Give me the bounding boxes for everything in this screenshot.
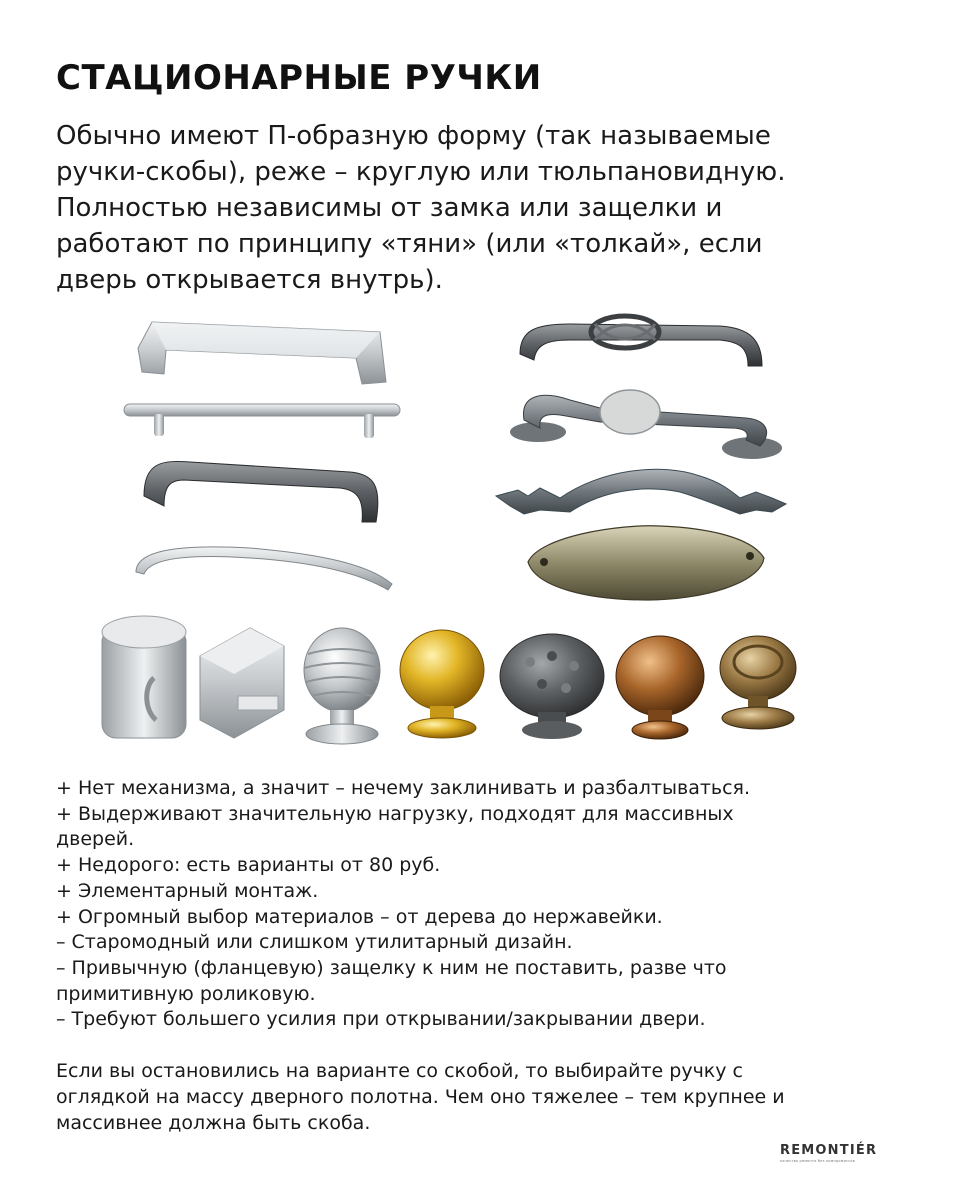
twisted-iron-handle <box>520 316 762 366</box>
list-item: + Элементарный монтаж. <box>56 879 319 902</box>
brand-tagline: качество ремонта без компромиссов <box>780 1159 855 1163</box>
list-item: + Огромный выбор материалов – от дерева до нержавейки. <box>56 905 663 928</box>
cylinder-knob <box>102 616 186 738</box>
bronze-ring-knob <box>720 636 796 729</box>
intro-paragraph <box>56 118 916 298</box>
intro-line: ручки-скобы), реже – круглую или тюльпановидную. <box>56 157 786 187</box>
gold-knob <box>400 630 484 738</box>
rail-bar-handle <box>124 404 400 438</box>
conclusion-line: оглядкой на массу дверного полотна. Чем оно тяжелее – тем крупнее и <box>56 1086 785 1108</box>
conclusion-line: Если вы остановились на варианте со скобой, то выбирайте ручку с <box>56 1060 743 1082</box>
beehive-knob <box>304 628 380 744</box>
hammered-iron-knob <box>500 634 604 739</box>
dark-arched-handle <box>144 461 378 522</box>
ornate-drop-handle <box>496 469 786 514</box>
copper-knob <box>616 636 704 739</box>
intro-line: Полностью независимы от замка или защелки и <box>56 193 723 223</box>
square-bar-handle <box>138 322 386 384</box>
cube-knob <box>200 628 284 738</box>
list-item: + Нет механизма, а значит – нечему заклинивать и разбалтываться. <box>56 777 751 799</box>
intro-line: дверь открывается внутрь). <box>56 265 443 295</box>
curved-chrome-handle <box>136 547 392 590</box>
list-item: примитивную роликовую. <box>56 982 316 1005</box>
cup-pull-handle <box>528 526 764 600</box>
pros-cons-list <box>56 776 916 1033</box>
brand-logo <box>780 1143 904 1163</box>
intro-line: работают по принципу «тяни» (или «толкай», если <box>56 229 763 259</box>
list-item: + Недорого: есть варианты от 80 руб. <box>56 854 441 877</box>
conclusion-paragraph <box>56 1058 916 1136</box>
conclusion-line: массивнее должна быть скоба. <box>56 1112 371 1134</box>
list-item: дверей. <box>56 828 135 851</box>
list-item: + Выдерживают значительную нагрузку, подходят для массивных <box>56 802 734 825</box>
brand-name: REMONTIÉR <box>780 1143 878 1158</box>
list-item: – Привычную (фланцевую) защелку к ним не поставить, разве что <box>56 956 727 979</box>
handles-illustration <box>100 300 810 760</box>
page-title: СТАЦИОНАРНЫЕ РУЧКИ <box>56 58 542 98</box>
porcelain-pewter-handle <box>510 390 782 459</box>
intro-line: Обычно имеют П-образную форму (так называемые <box>56 121 771 151</box>
list-item: – Требуют большего усилия при открывании/закрывании двери. <box>56 1008 706 1031</box>
list-item: – Старомодный или слишком утилитарный дизайн. <box>56 931 573 954</box>
